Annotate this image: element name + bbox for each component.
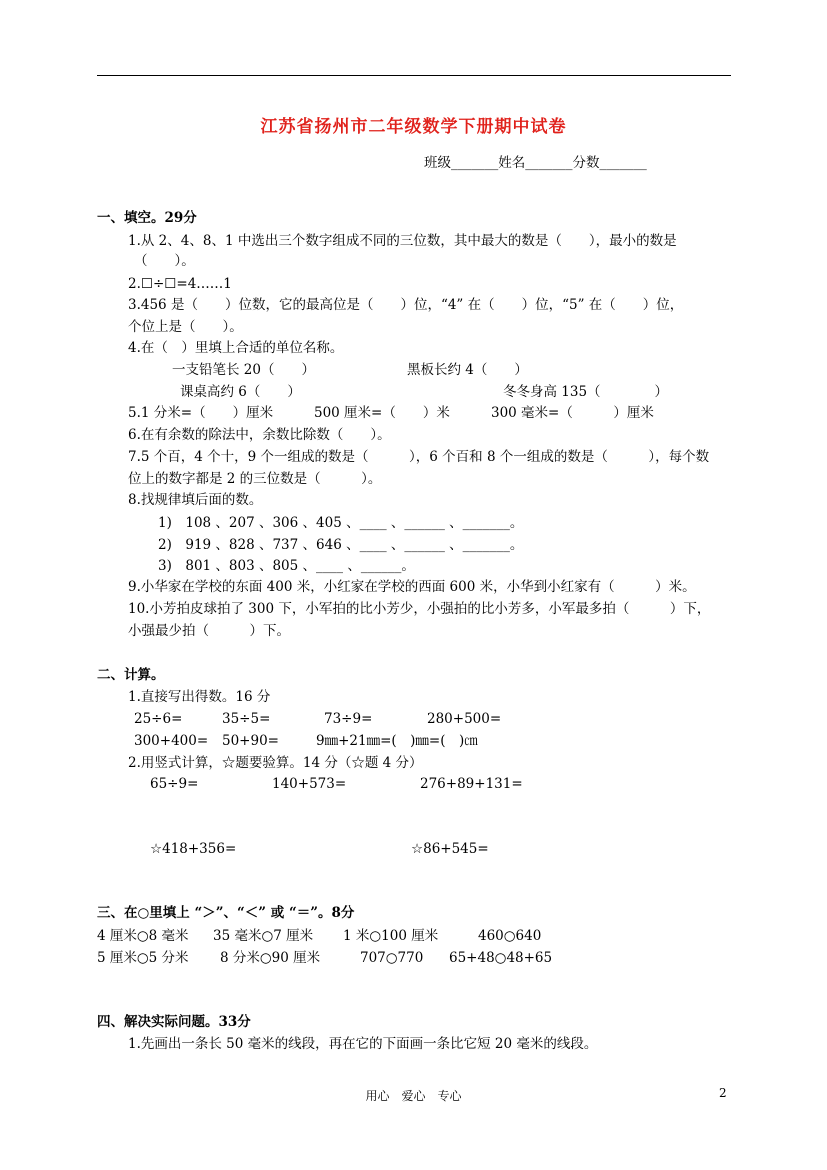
question-line: 3) 801 、803 、805 、____ 、______。 [158, 558, 415, 574]
question-line: ☆86+545= [411, 841, 489, 857]
question-line: 一支铅笔长 20（ ） [172, 362, 315, 378]
question-line: 5 厘米○5 分米 [97, 950, 189, 966]
page-number: 2 [719, 1086, 727, 1100]
question-line: 460○640 [478, 928, 542, 944]
question-line: （ ）。 [134, 253, 195, 269]
question-line: 课桌高约 6（ ） [180, 384, 301, 400]
question-line: 1.直接写出得数。16 分 [128, 689, 271, 705]
question-line: 707○770 [360, 950, 424, 966]
question-line: 2.用竖式计算，☆题要验算。14 分（☆题 4 分） [128, 755, 423, 771]
section-heading: 三、在○里填上 “＞”、“＜” 或 “＝”。8分 [97, 905, 355, 921]
section-heading: 一、填空。29分 [97, 210, 197, 226]
question-line: 280+500= [427, 711, 502, 727]
question-line: 276+89+131= [420, 776, 523, 792]
question-line: 50+90= [222, 733, 279, 749]
question-line: 2) 919 、828 、737 、646 、____ 、______ 、_______。 [158, 537, 524, 553]
section-heading: 四、解决实际问题。33分 [97, 1014, 251, 1030]
question-line: 65+48○48+65 [449, 950, 553, 966]
question-line: 1 米○100 厘米 [343, 928, 439, 944]
question-line: 65÷9= [150, 776, 199, 792]
question-line: 2.☐÷☐=4……1 [128, 276, 232, 292]
student-info-line: 班级_______姓名_______分数_______ [424, 155, 647, 171]
section-heading: 二、计算。 [97, 667, 165, 683]
question-line: 9㎜+21㎜=( )㎜=( )㎝ [316, 733, 478, 749]
page-title: 江苏省扬州市二年级数学下册期中试卷 [260, 117, 567, 137]
question-line: 黑板长约 4（ ） [407, 362, 528, 378]
question-line: 7.5 个百，4 个十，9 个一组成的数是（ ），6 个百和 8 个一组成的数是（ ），每个数 [128, 449, 710, 465]
question-line: 4 厘米○8 毫米 [97, 928, 189, 944]
question-line: 5.1 分米=（ ）厘米 [128, 405, 274, 421]
question-line: 4.在（ ）里填上合适的单位名称。 [128, 340, 344, 356]
question-line: 6.在有余数的除法中，余数比除数（ ）。 [128, 427, 391, 443]
question-line: 300 毫米=（ ）厘米 [491, 405, 654, 421]
question-line: 10.小芳拍皮球拍了 300 下，小军拍的比小芳少，小强拍的比小芳多，小军最多拍（ ）下， [128, 601, 711, 617]
question-line: 25÷6= [134, 711, 183, 727]
question-line: 8 分米○90 厘米 [220, 950, 321, 966]
question-line: 140+573= [272, 776, 347, 792]
question-line: ☆418+356= [150, 841, 237, 857]
question-line: 1) 108 、207 、306 、405 、____ 、______ 、_______。 [158, 515, 524, 531]
question-line: 35÷5= [222, 711, 271, 727]
question-line: 个位上是（ ）。 [128, 319, 243, 335]
question-line: 1.从 2、4、8、1 中选出三个数字组成不同的三位数，其中最大的数是（ ），最小的数是 [128, 233, 677, 249]
question-line: 小强最少拍（ ）下。 [128, 623, 290, 639]
question-line: 35 毫米○7 厘米 [213, 928, 314, 944]
question-line: 3.456 是（ ）位数，它的最高位是（ ）位，“4” 在（ ）位，“5” 在（ ）位， [128, 297, 684, 313]
question-line: 1.先画出一条长 50 毫米的线段，再在它的下面画一条比它短 20 毫米的线段。 [128, 1036, 598, 1052]
question-line: 9.小华家在学校的东面 400 米，小红家在学校的西面 600 米，小华到小红家有（ ）米。 [128, 579, 696, 595]
question-line: 300+400= [134, 733, 209, 749]
question-line: 冬冬身高 135（ ） [503, 384, 669, 400]
header-rule [97, 75, 731, 76]
question-line: 500 厘米=（ ）米 [314, 405, 450, 421]
question-line: 8.找规律填后面的数。 [128, 492, 263, 508]
footer-motto: 用心 爱心 专心 [365, 1089, 462, 1103]
question-line: 73÷9= [324, 711, 373, 727]
question-line: 位上的数字都是 2 的三位数是（ ）。 [128, 471, 382, 487]
